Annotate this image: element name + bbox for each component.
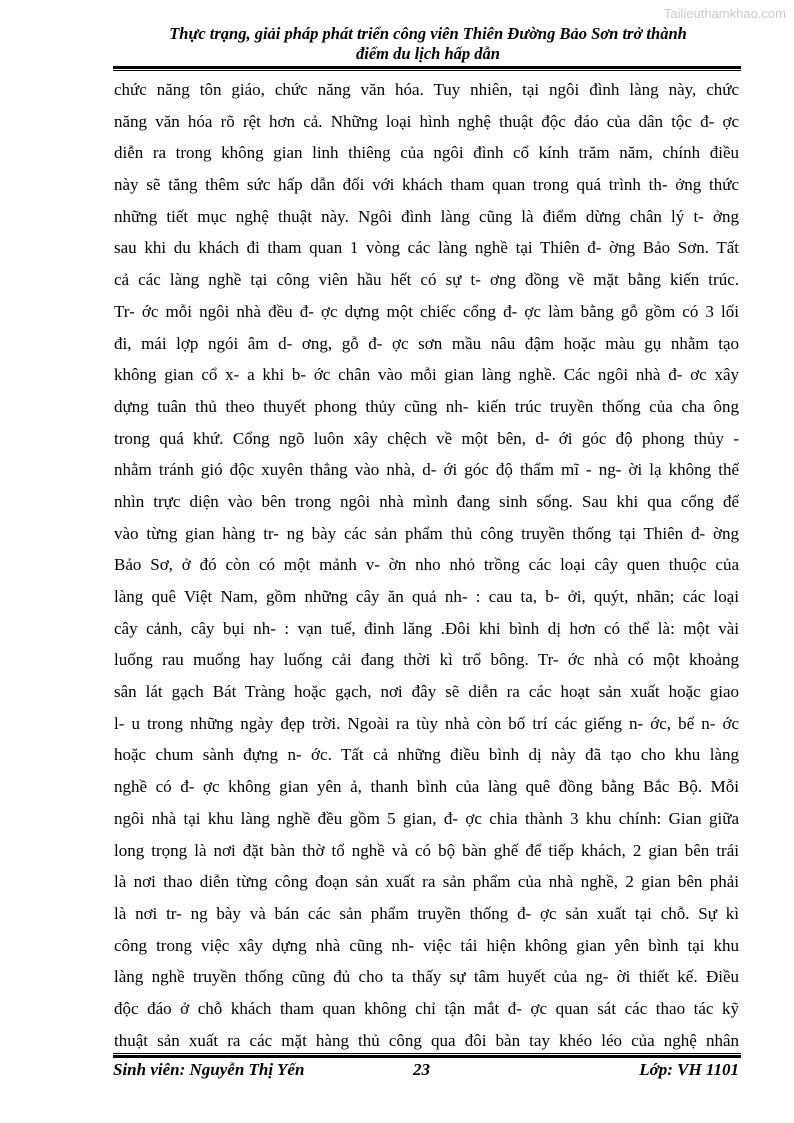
body-line: này sẽ tăng thêm sức hấp dẫn đối với khách tham quan trong quá trình th- ởng thức xyxy=(114,175,739,195)
body-line: nghề có đ- ợc không gian yên ả, thanh bình của làng quê đồng bằng Bắc Bộ. Mỗi xyxy=(114,777,739,797)
body-line: hoặc chum sành đựng n- ớc. Tất cả những điều bình dị này đã tạo cho khu làng xyxy=(114,745,739,765)
header-rule xyxy=(113,66,741,71)
body-line: năng văn hóa rõ rệt hơn cả. Những loại hình nghệ thuật độc đáo của dân tộc đ- ợc xyxy=(114,111,739,131)
body-line: long trọng là nơi đặt bàn thờ tổ nghề và có bộ bàn ghế để tiếp khách, 2 gian bên trái xyxy=(114,840,739,860)
body-line: l- u trong những ngày đẹp trời. Ngoài ra tùy nhà còn bố trí các giếng n- ớc, bể n- ớc xyxy=(114,713,739,733)
body-line: vào từng gian hàng tr- ng bày các sản phẩm thủ công truyền thống tại Thiên đ- ờng xyxy=(114,523,739,543)
body-line: luống rau muống hay luống cải đang thời kì trổ bông. Tr- ớc nhà có một khoảng xyxy=(114,650,739,670)
watermark: Tailieuthamkhao.com xyxy=(663,6,786,21)
body-line: nhằm tránh gió độc xuyên thẳng vào nhà, d- ới góc độ thẩm mĩ - ng- ời lạ không thể xyxy=(114,460,739,480)
body-text xyxy=(114,74,739,1056)
page-number: 23 xyxy=(413,1060,430,1079)
body-line: trong quá khứ. Cổng ngõ luôn xây chệch về một bên, d- ới góc độ phong thủy - xyxy=(114,428,739,448)
body-line: dựng tuân thủ theo thuyết phong thủy cũng nh- kiến trúc truyền thống của cha ông xyxy=(114,396,739,416)
body-line: là nơi tr- ng bày và bán các sản phẩm truyền thống đ- ợc sản xuất tại chỗ. Sự kì xyxy=(114,903,739,923)
body-line: chức năng tôn giáo, chức năng văn hóa. Tuy nhiên, tại ngôi đình làng này, chức xyxy=(114,80,739,99)
body-line: sân lát gạch Bát Tràng hoặc gạch, nơi đây sẽ diễn ra các hoạt sản xuất hoặc giao xyxy=(114,682,739,702)
body-line: cả các làng nghề tại công viên hầu hết có sự t- ơng đồng về mặt bằng kiến trúc. xyxy=(114,270,739,290)
page-footer xyxy=(113,1060,741,1084)
student-name: Sinh viên: Nguyễn Thị Yến xyxy=(113,1060,305,1079)
class-name: Lớp: VH 1101 xyxy=(639,1060,739,1079)
body-line: làng quê Việt Nam, gồm những cây ăn quả nh- : cau ta, b- ởi, quýt, nhãn; các loại xyxy=(114,587,739,606)
body-line: những tiết mục nghệ thuật này. Ngôi đình làng cũng là điểm dừng chân lý t- ởng xyxy=(114,206,739,226)
body-line: Bảo Sơ, ở đó còn có một mảnh v- ờn nho nhỏ trồng các loại cây quen thuộc của xyxy=(114,555,739,575)
body-line: ngôi nhà tại khu làng nghề đều gồm 5 gian, đ- ợc chia thành 3 khu chính: Gian giữa xyxy=(114,808,739,828)
body-line: Tr- ớc mỗi ngôi nhà đều đ- ợc dựng một chiếc cổng đ- ợc làm bằng gỗ gồm có 3 lối xyxy=(114,301,739,321)
body-line: nhìn trực diện vào bên trong ngôi nhà mình đang sinh sống. Sau khi qua cổng để xyxy=(114,491,739,511)
body-line: không gian cổ x- a khi b- ớc chân vào mỗi gian làng nghề. Các ngôi nhà đ- ơc xây xyxy=(114,365,739,385)
body-line: công trong việc xây dựng nhà cũng nh- việc tái hiện không gian yên bình tại khu xyxy=(114,935,739,955)
body-line: là nơi thao diễn từng công đoạn sản xuất ra sản phẩm của nhà nghề, 2 gian bên phải xyxy=(114,872,739,892)
footer-rule xyxy=(113,1053,741,1058)
page-header xyxy=(113,24,743,64)
body-line: đi, mái lợp ngói âm d- ơng, gỗ đ- ợc sơn mầu nâu đậm hoặc màu gụ nhằm tạo xyxy=(114,333,739,353)
header-title-line-1: Thực trạng, giải pháp phát triển công viên Thiên Đường Bảo Sơn trở thành xyxy=(169,24,687,43)
body-line: độc đáo ở chỗ khách tham quan không chỉ tận mắt đ- ợc quan sát các thao tác kỹ xyxy=(114,998,739,1018)
body-line: cây cảnh, cây bụi nh- : vạn tuế, đinh lăng .Đôi khi bình dị hơn có thể là: một vài xyxy=(114,618,739,638)
body-line: sau khi du khách đi tham quan 1 vòng các làng nghề tại Thiên đ- ờng Bảo Sơn. Tất xyxy=(114,238,739,258)
body-line: diễn ra trong không gian linh thiêng của ngôi đình cổ kính trăm năm, chính điều xyxy=(114,143,739,163)
body-line: thuật sản xuất ra các mặt hàng thủ công qua đôi bàn tay khéo léo của nghệ nhân xyxy=(114,1030,739,1050)
body-line: làng nghề truyền thống cũng đủ cho ta thấy sự tâm huyết của ng- ời thiết kế. Điều xyxy=(114,967,739,987)
header-title-line-2: điểm du lịch hấp dẫn xyxy=(356,44,500,63)
